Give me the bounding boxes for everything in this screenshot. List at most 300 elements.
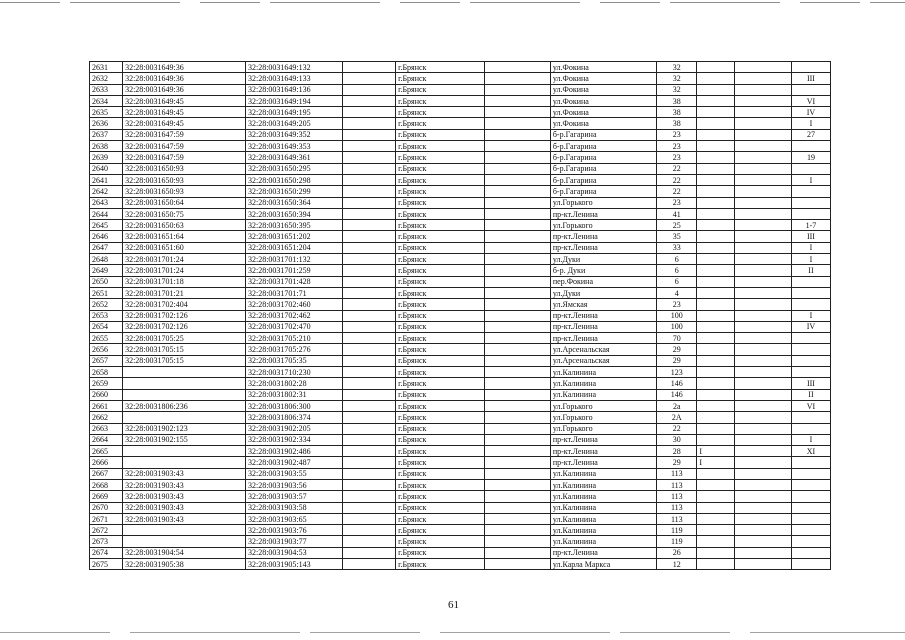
street-cell: ул.Калинина [550,479,656,490]
street-cell: б-р.Гагарина [550,174,656,185]
empty-cell [484,333,550,344]
parent-cadastral-number-cell: 32:28:0031903:43 [123,479,246,490]
empty-cell [484,299,550,310]
empty-cell [735,163,792,174]
street-cell: б-р.Гагарина [550,186,656,197]
table-row [90,446,831,457]
cadastral-number-cell: 32:28:0031649:133 [245,73,342,84]
building-cell [697,412,735,423]
row-number-cell: 2660 [90,389,123,400]
city-cell: г.Брянск [396,389,485,400]
house-number-cell: 113 [657,479,697,490]
building-cell [697,84,735,95]
empty-cell [342,434,395,445]
premises-cell: II [791,389,830,400]
empty-cell [735,197,792,208]
empty-cell [484,129,550,140]
parent-cadastral-number-cell: 32:28:0031701:18 [123,276,246,287]
empty-cell [484,559,550,570]
parent-cadastral-number-cell: 32:28:0031903:43 [123,468,246,479]
house-number-cell: 32 [657,73,697,84]
premises-cell [791,457,830,468]
cadastral-number-cell: 32:28:0031650:364 [245,197,342,208]
house-number-cell: 2а [657,400,697,411]
house-number-cell: 4 [657,287,697,298]
cadastral-number-cell: 32:28:0031701:132 [245,254,342,265]
empty-cell [735,84,792,95]
cadastral-number-cell: 32:28:0031705:210 [245,333,342,344]
city-cell: г.Брянск [396,107,485,118]
empty-cell [484,389,550,400]
city-cell: г.Брянск [396,344,485,355]
row-number-cell: 2662 [90,412,123,423]
table-row [90,242,831,253]
cadastral-number-cell: 32:28:0031903:77 [245,536,342,547]
table-row [90,412,831,423]
cadastral-number-cell: 32:28:0031903:58 [245,502,342,513]
street-cell: ул.Калинина [550,525,656,536]
building-cell [697,513,735,524]
street-cell: ул.Горького [550,197,656,208]
table-row [90,547,831,558]
house-number-cell: 22 [657,423,697,434]
empty-cell [735,468,792,479]
premises-cell [791,468,830,479]
cadastral-number-cell: 32:28:0031710:230 [245,367,342,378]
scan-edge-bottom [0,632,905,633]
city-cell: г.Брянск [396,163,485,174]
street-cell: ул.Фокина [550,107,656,118]
house-number-cell: 38 [657,118,697,129]
street-cell: пр-кт.Ленина [550,208,656,219]
city-cell: г.Брянск [396,62,485,73]
premises-cell [791,208,830,219]
house-number-cell: 23 [657,141,697,152]
premises-cell: IV [791,107,830,118]
empty-cell [735,118,792,129]
cadastral-number-cell: 32:28:0031705:276 [245,344,342,355]
table-row [90,321,831,332]
empty-cell [342,84,395,95]
premises-cell: I [791,174,830,185]
house-number-cell: 38 [657,95,697,106]
empty-cell [342,95,395,106]
house-number-cell: 25 [657,220,697,231]
table-row [90,513,831,524]
parent-cadastral-number-cell: 32:28:0031902:155 [123,434,246,445]
city-cell: г.Брянск [396,412,485,423]
building-cell [697,287,735,298]
empty-cell [735,95,792,106]
building-cell [697,389,735,400]
empty-cell [735,152,792,163]
premises-cell [791,491,830,502]
page-number: 61 [448,599,459,611]
building-cell [697,502,735,513]
parent-cadastral-number-cell: 32:28:0031701:24 [123,254,246,265]
empty-cell [342,310,395,321]
building-cell [697,276,735,287]
city-cell: г.Брянск [396,321,485,332]
empty-cell [484,310,550,321]
street-cell: ул.Горького [550,412,656,423]
building-cell [697,152,735,163]
building-cell [697,525,735,536]
parent-cadastral-number-cell: 32:28:0031702:404 [123,299,246,310]
premises-cell [791,276,830,287]
cadastral-number-cell: 32:28:0031903:56 [245,479,342,490]
street-cell: ул.Карла Маркса [550,559,656,570]
building-cell [697,231,735,242]
cadastral-number-cell: 32:28:0031650:395 [245,220,342,231]
empty-cell [484,73,550,84]
table-row [90,423,831,434]
table-row [90,186,831,197]
premises-cell: VI [791,400,830,411]
table-row [90,389,831,400]
house-number-cell: 29 [657,344,697,355]
building-cell [697,423,735,434]
table-row [90,265,831,276]
house-number-cell: 70 [657,333,697,344]
house-number-cell: 41 [657,208,697,219]
cadastral-number-cell: 32:28:0031905:143 [245,559,342,570]
house-number-cell: 113 [657,502,697,513]
house-number-cell: 28 [657,446,697,457]
house-number-cell: 113 [657,513,697,524]
table-row [90,118,831,129]
empty-cell [735,129,792,140]
premises-cell: II [791,265,830,276]
table-row [90,559,831,570]
house-number-cell: 30 [657,434,697,445]
row-number-cell: 2637 [90,129,123,140]
empty-cell [484,84,550,95]
empty-cell [484,265,550,276]
empty-cell [342,457,395,468]
empty-cell [484,468,550,479]
house-number-cell: 32 [657,84,697,95]
empty-cell [735,220,792,231]
empty-cell [735,423,792,434]
house-number-cell: 23 [657,299,697,310]
empty-cell [735,412,792,423]
table-row [90,174,831,185]
parent-cadastral-number-cell: 32:28:0031702:126 [123,310,246,321]
street-cell: ул.Калинина [550,367,656,378]
parent-cadastral-number-cell: 32:28:0031904:54 [123,547,246,558]
premises-cell: III [791,378,830,389]
city-cell: г.Брянск [396,174,485,185]
empty-cell [342,378,395,389]
house-number-cell: 100 [657,321,697,332]
empty-cell [735,186,792,197]
table-row [90,434,831,445]
row-number-cell: 2658 [90,367,123,378]
table-row [90,208,831,219]
building-cell [697,220,735,231]
empty-cell [484,547,550,558]
street-cell: ул.Горького [550,400,656,411]
table-row [90,107,831,118]
street-cell: ул.Фокина [550,118,656,129]
parent-cadastral-number-cell: 32:28:0031649:45 [123,107,246,118]
cadastral-number-cell: 32:28:0031649:132 [245,62,342,73]
row-number-cell: 2666 [90,457,123,468]
house-number-cell: 113 [657,491,697,502]
premises-cell: I [791,434,830,445]
premises-cell [791,423,830,434]
empty-cell [484,367,550,378]
premises-cell [791,536,830,547]
house-number-cell: 22 [657,174,697,185]
row-number-cell: 2675 [90,559,123,570]
building-cell [697,367,735,378]
empty-cell [484,152,550,163]
premises-cell: XI [791,446,830,457]
house-number-cell: 113 [657,468,697,479]
premises-cell [791,525,830,536]
city-cell: г.Брянск [396,310,485,321]
row-number-cell: 2674 [90,547,123,558]
row-number-cell: 2646 [90,231,123,242]
empty-cell [342,400,395,411]
premises-cell: 1-7 [791,220,830,231]
cadastral-number-cell: 32:28:0031702:470 [245,321,342,332]
building-cell [697,333,735,344]
empty-cell [735,559,792,570]
empty-cell [484,321,550,332]
city-cell: г.Брянск [396,197,485,208]
empty-cell [484,457,550,468]
premises-cell [791,559,830,570]
street-cell: ул.Арсенальская [550,355,656,366]
building-cell [697,310,735,321]
empty-cell [342,276,395,287]
empty-cell [735,321,792,332]
parent-cadastral-number-cell: 32:28:0031705:15 [123,344,246,355]
street-cell: пр-кт.Ленина [550,457,656,468]
street-cell: ул.Фокина [550,73,656,84]
building-cell [697,186,735,197]
house-number-cell: 22 [657,186,697,197]
street-cell: ул.Арсенальская [550,344,656,355]
house-number-cell: 26 [657,547,697,558]
empty-cell [342,265,395,276]
premises-cell: VI [791,95,830,106]
empty-cell [342,254,395,265]
row-number-cell: 2668 [90,479,123,490]
premises-cell [791,412,830,423]
empty-cell [735,457,792,468]
building-cell: I [697,446,735,457]
house-number-cell: 6 [657,254,697,265]
row-number-cell: 2639 [90,152,123,163]
cadastral-number-cell: 32:28:0031702:462 [245,310,342,321]
building-cell [697,62,735,73]
empty-cell [735,525,792,536]
premises-cell [791,333,830,344]
row-number-cell: 2654 [90,321,123,332]
cadastral-number-cell: 32:28:0031904:53 [245,547,342,558]
row-number-cell: 2645 [90,220,123,231]
premises-cell [791,344,830,355]
cadastral-number-cell: 32:28:0031649:194 [245,95,342,106]
cadastral-number-cell: 32:28:0031702:460 [245,299,342,310]
parent-cadastral-number-cell: 32:28:0031649:36 [123,84,246,95]
cadastral-number-cell: 32:28:0031802:31 [245,389,342,400]
building-cell [697,536,735,547]
cadastral-number-cell: 32:28:0031902:205 [245,423,342,434]
parent-cadastral-number-cell: 32:28:0031650:64 [123,197,246,208]
parent-cadastral-number-cell: 32:28:0031705:25 [123,333,246,344]
building-cell [697,400,735,411]
row-number-cell: 2659 [90,378,123,389]
scan-edge-top [0,2,905,3]
city-cell: г.Брянск [396,513,485,524]
building-cell [697,434,735,445]
parent-cadastral-number-cell: 32:28:0031647:59 [123,152,246,163]
house-number-cell: 23 [657,197,697,208]
building-cell [697,95,735,106]
house-number-cell: 32 [657,62,697,73]
empty-cell [484,95,550,106]
premises-cell: IV [791,321,830,332]
empty-cell [342,163,395,174]
empty-cell [342,73,395,84]
empty-cell [484,513,550,524]
empty-cell [342,423,395,434]
empty-cell [342,446,395,457]
house-number-cell: 23 [657,152,697,163]
row-number-cell: 2644 [90,208,123,219]
row-number-cell: 2649 [90,265,123,276]
table-row [90,231,831,242]
cadastral-number-cell: 32:28:0031701:259 [245,265,342,276]
row-number-cell: 2634 [90,95,123,106]
city-cell: г.Брянск [396,525,485,536]
table-row [90,73,831,84]
city-cell: г.Брянск [396,118,485,129]
empty-cell [735,389,792,400]
registry-table [89,61,831,570]
street-cell: б-р.Гагарина [550,163,656,174]
street-cell: ул.Калинина [550,468,656,479]
premises-cell: 19 [791,152,830,163]
parent-cadastral-number-cell: 32:28:0031903:43 [123,491,246,502]
row-number-cell: 2663 [90,423,123,434]
parent-cadastral-number-cell [123,367,246,378]
premises-cell [791,62,830,73]
empty-cell [342,367,395,378]
city-cell: г.Брянск [396,446,485,457]
row-number-cell: 2643 [90,197,123,208]
row-number-cell: 2642 [90,186,123,197]
row-number-cell: 2657 [90,355,123,366]
table-row [90,491,831,502]
empty-cell [484,118,550,129]
empty-cell [342,547,395,558]
row-number-cell: 2661 [90,400,123,411]
empty-cell [484,525,550,536]
parent-cadastral-number-cell: 32:28:0031701:21 [123,287,246,298]
empty-cell [484,446,550,457]
premises-cell [791,141,830,152]
row-number-cell: 2631 [90,62,123,73]
table-row [90,536,831,547]
premises-cell: III [791,73,830,84]
empty-cell [342,141,395,152]
city-cell: г.Брянск [396,491,485,502]
empty-cell [484,491,550,502]
building-cell [697,141,735,152]
premises-cell [791,197,830,208]
cadastral-number-cell: 32:28:0031649:195 [245,107,342,118]
cadastral-number-cell: 32:28:0031902:486 [245,446,342,457]
empty-cell [342,355,395,366]
row-number-cell: 2664 [90,434,123,445]
table-row [90,287,831,298]
empty-cell [342,174,395,185]
empty-cell [735,333,792,344]
empty-cell [735,355,792,366]
house-number-cell: 33 [657,242,697,253]
building-cell [697,242,735,253]
parent-cadastral-number-cell: 32:28:0031650:93 [123,163,246,174]
empty-cell [342,479,395,490]
cadastral-number-cell: 32:28:0031649:361 [245,152,342,163]
building-cell [697,344,735,355]
building-cell [697,559,735,570]
city-cell: г.Брянск [396,265,485,276]
parent-cadastral-number-cell: 32:28:0031647:59 [123,129,246,140]
empty-cell [484,242,550,253]
empty-cell [484,276,550,287]
building-cell [697,265,735,276]
table-row [90,479,831,490]
empty-cell [735,446,792,457]
city-cell: г.Брянск [396,457,485,468]
empty-cell [735,265,792,276]
table-row [90,152,831,163]
empty-cell [735,310,792,321]
city-cell: г.Брянск [396,84,485,95]
empty-cell [342,412,395,423]
parent-cadastral-number-cell: 32:28:0031806:236 [123,400,246,411]
parent-cadastral-number-cell: 32:28:0031650:63 [123,220,246,231]
cadastral-number-cell: 32:28:0031651:202 [245,231,342,242]
street-cell: пр-кт.Ленина [550,310,656,321]
house-number-cell: 146 [657,389,697,400]
empty-cell [735,400,792,411]
city-cell: г.Брянск [396,129,485,140]
table-row [90,457,831,468]
parent-cadastral-number-cell: 32:28:0031647:59 [123,141,246,152]
parent-cadastral-number-cell: 32:28:0031705:15 [123,355,246,366]
empty-cell [484,355,550,366]
row-number-cell: 2652 [90,299,123,310]
house-number-cell: 100 [657,310,697,321]
street-cell: ул.Дуки [550,254,656,265]
parent-cadastral-number-cell [123,457,246,468]
table-row [90,276,831,287]
city-cell: г.Брянск [396,479,485,490]
street-cell: ул.Калинина [550,378,656,389]
street-cell: б-р.Гагарина [550,141,656,152]
row-number-cell: 2656 [90,344,123,355]
parent-cadastral-number-cell [123,378,246,389]
house-number-cell: 119 [657,536,697,547]
